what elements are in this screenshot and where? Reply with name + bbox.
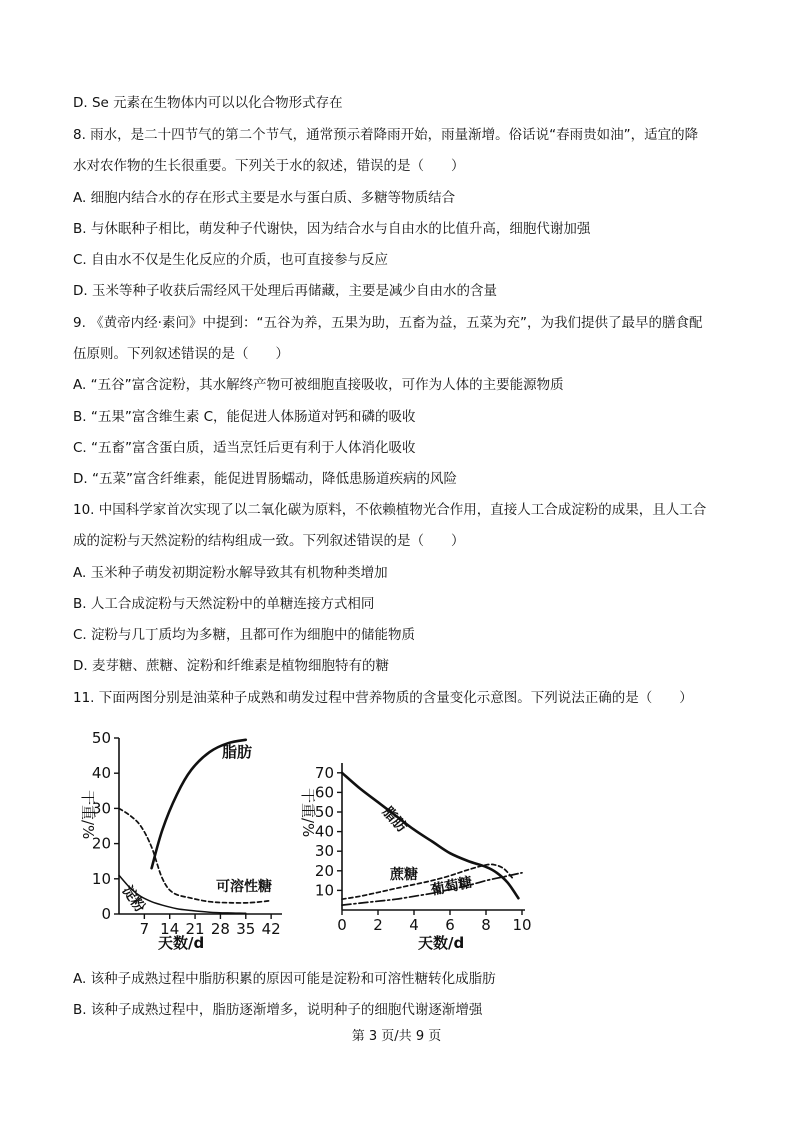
series-label-glucose: 葡萄糖 — [429, 874, 474, 899]
x-axis-label: 天数/d — [418, 934, 465, 952]
option-line: B. 与休眠种子相比，萌发种子代谢快，因为结合水与自由水的比值升高，细胞代谢加强 — [73, 221, 591, 237]
option-line: D. “五菜”富含纤维素，能促进胃肠蠕动，降低患肠道疾病的风险 — [73, 471, 457, 487]
option-line: D. 麦芽糖、蔗糖、淀粉和纤维素是植物细胞特有的糖 — [73, 658, 389, 674]
y-tick-label: 10 — [314, 881, 334, 900]
page-footer: 第 3 页/共 9 页 — [351, 1029, 442, 1044]
option-line: D. Se 元素在生物体内可以以化合物形式存在 — [73, 95, 343, 111]
option-line: D. 玉米等种子收获后需经风干处理后再储藏，主要是减少自由水的含量 — [73, 283, 497, 299]
x-axis-label: 天数/d — [158, 934, 205, 952]
y-tick-label: 20 — [314, 861, 334, 880]
option-line: C. “五畜”富含蛋白质，适当烹饪后更有利于人体消化吸收 — [73, 440, 416, 456]
x-tick-label: 21 — [185, 920, 205, 938]
y-tick-label: 0 — [101, 905, 111, 923]
y-tick-label: 50 — [91, 729, 111, 747]
y-axis-label: 干重/% — [299, 788, 317, 838]
y-tick-label: 60 — [314, 783, 334, 802]
x-tick-label: 14 — [160, 920, 180, 938]
series-label-soluble-sugar: 可溶性糖 — [216, 879, 272, 895]
option-line: A. 细胞内结合水的存在形式主要是水与蛋白质、多糖等物质结合 — [73, 190, 456, 206]
y-tick-label: 70 — [314, 763, 334, 782]
question-stem: 成的淀粉与天然淀粉的结构组成一致。下列叙述错误的是（ ） — [73, 533, 465, 549]
question-stem: 9. 《黄帝内经·素问》中提到：“五谷为养，五果为助，五畜为益，五菜为充”，为我们提供了最早的膳食配 — [73, 315, 703, 331]
series-label-fat: 脂肪 — [379, 803, 410, 836]
option-line: A. 该种子成熟过程中脂肪积累的原因可能是淀粉和可溶性糖转化成脂肪 — [73, 971, 496, 987]
y-tick-label: 50 — [314, 803, 334, 821]
option-line: B. “五果”富含维生素 C，能促进人体肠道对钙和磷的吸收 — [73, 409, 416, 425]
x-tick-label: 6 — [445, 916, 455, 934]
seed-germination-chart — [290, 758, 540, 958]
question-stem: 伍原则。下列叙述错误的是（ ） — [73, 346, 289, 362]
series-label-sucrose: 蔗糖 — [390, 867, 418, 883]
y-axis-label: 干重/% — [79, 790, 97, 840]
x-tick-label: 7 — [139, 920, 150, 938]
x-tick-label: 4 — [409, 916, 419, 934]
option-line: C. 淀粉与几丁质均为多糖，且都可作为细胞中的储能物质 — [73, 627, 416, 643]
y-tick-label: 40 — [314, 822, 334, 841]
question-stem: 10. 中国科学家首次实现了以二氧化碳为原料，不依赖植物光合作用，直接人工合成淀粉的成果，且人工合 — [73, 502, 707, 518]
option-line: C. 自由水不仅是生化反应的介质，也可直接参与反应 — [73, 252, 389, 268]
question-stem: 8. 雨水，是二十四节气的第二个节气，通常预示着降雨开始，雨量渐增。俗话说“春雨贵如油”，适宜的降 — [73, 127, 699, 143]
x-tick-label: 28 — [210, 920, 230, 938]
x-tick-label: 8 — [481, 916, 491, 934]
y-tick-label: 20 — [91, 834, 111, 853]
option-line: B. 该种子成熟过程中，脂肪逐渐增多，说明种子的细胞代谢逐渐增强 — [73, 1002, 483, 1018]
y-tick-label: 10 — [91, 869, 111, 888]
question-stem: 水对农作物的生长很重要。下列关于水的叙述，错误的是（ ） — [73, 158, 465, 174]
y-tick-label: 30 — [314, 842, 334, 861]
option-line: B. 人工合成淀粉与天然淀粉中的单糖连接方式相同 — [73, 596, 375, 612]
x-tick-label: 2 — [373, 916, 383, 934]
question-stem: 11. 下面两图分别是油菜种子成熟和萌发过程中营养物质的含量变化示意图。下列说法正确的是（ ） — [73, 690, 693, 706]
series-label-fat: 脂肪 — [222, 743, 253, 761]
seed-maturation-chart — [70, 728, 300, 953]
x-tick-label: 35 — [236, 920, 256, 938]
series-label-starch: 淀粉 — [118, 883, 148, 916]
y-tick-label: 30 — [91, 799, 111, 818]
y-tick-label: 40 — [91, 764, 111, 783]
x-tick-label: 0 — [337, 916, 347, 934]
option-line: A. “五谷”富含淀粉，其水解终产物可被细胞直接吸收，可作为人体的主要能源物质 — [73, 377, 564, 393]
x-tick-label: 10 — [512, 916, 532, 934]
option-line: A. 玉米种子萌发初期淀粉水解导致其有机物种类增加 — [73, 565, 388, 581]
x-tick-label: 42 — [261, 920, 281, 938]
